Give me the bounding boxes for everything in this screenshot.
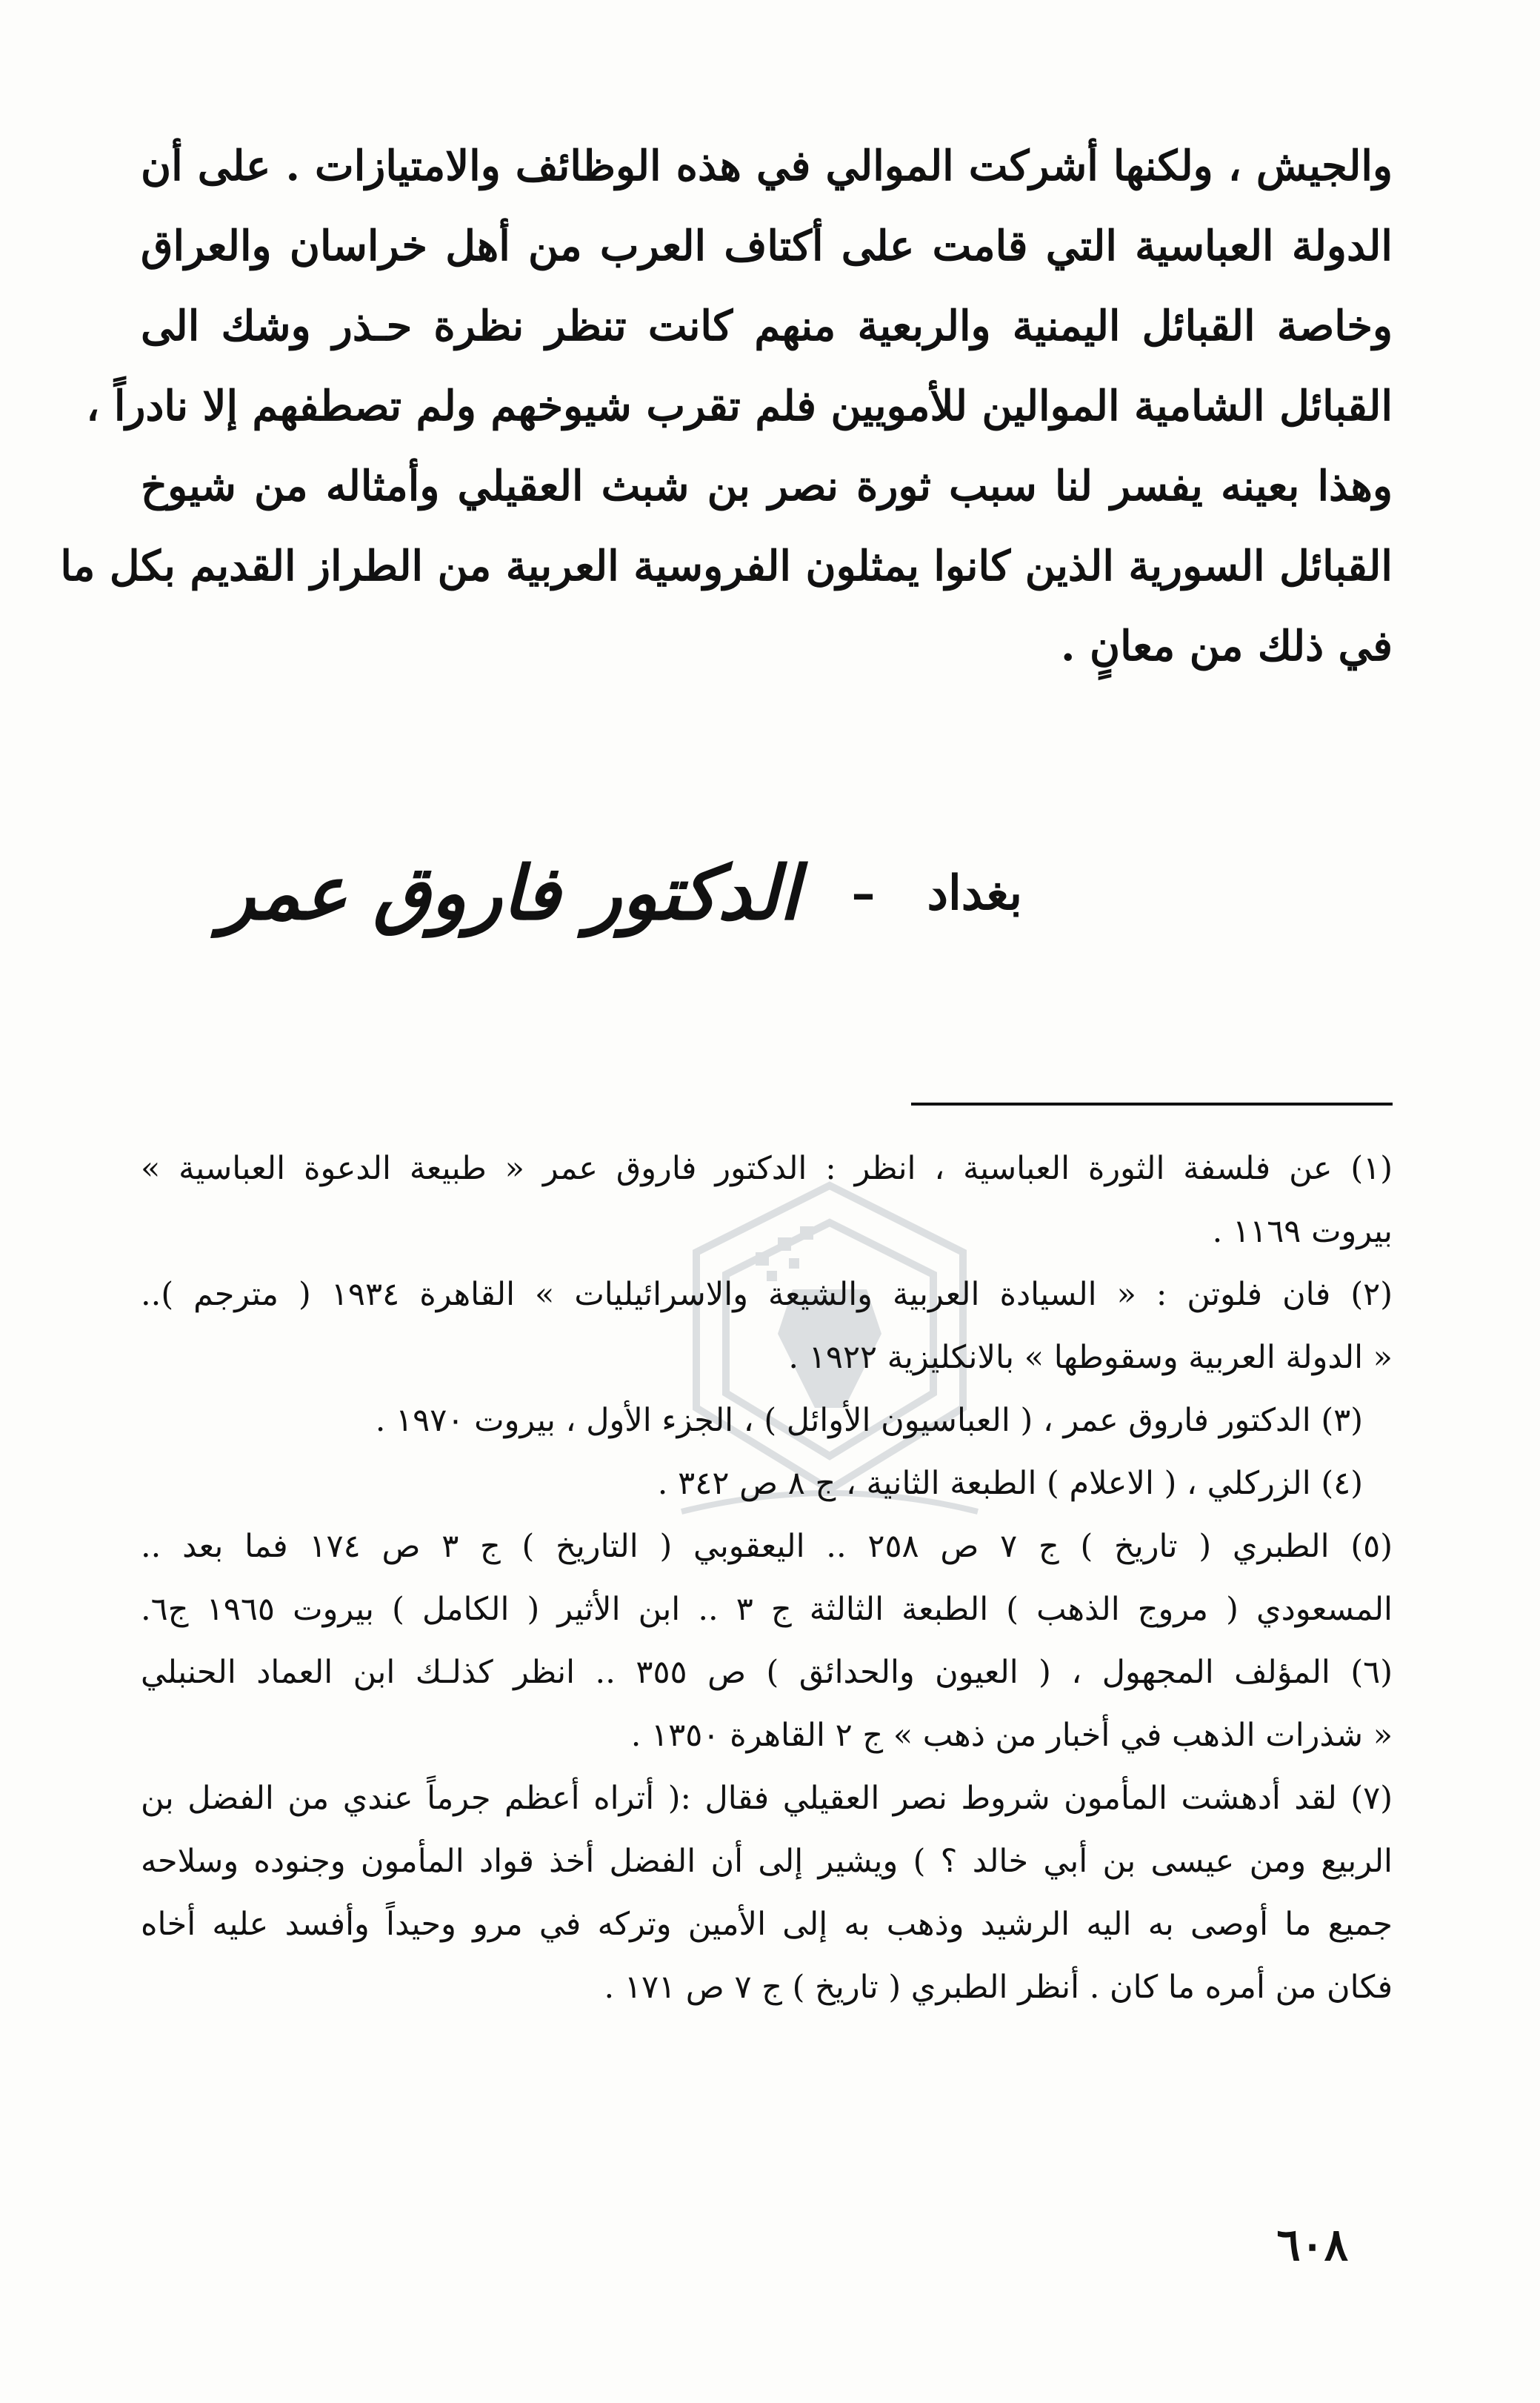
footnote-line: (٦) المؤلف المجهول ، ( العيون والحدائق ) ص ٣٥٥ .. انظر كذلـك ابن العماد الحنبلي <box>141 1654 1393 1691</box>
body-paragraph <box>60 126 1393 686</box>
signature-author: الدكتور فاروق عمر <box>219 849 800 937</box>
footnote-line: جميع ما أوصى به اليه الرشيد وذهب به إلى الأمين وتركه في مرو وحيداً وأفسد عليه أخاه <box>141 1906 1393 1943</box>
footnote-line: « شذرات الذهب في أخبار من ذهب » ج ٢ القاهرة ١٣٥٠ . <box>630 1717 1393 1754</box>
footnote-line: (٤) الزركلي ، ( الاعلام ) الطبعة الثانية ، ج ٨ ص ٣٤٢ . <box>657 1465 1363 1502</box>
footnote-line: (٣) الدكتور فاروق عمر ، ( العباسيون الأوائل ) ، الجزء الأول ، بيروت ١٩٧٠ . <box>375 1402 1363 1439</box>
signature-dash: – <box>851 865 876 921</box>
body-line: وهذا بعينه يفسر لنا سبب ثورة نصر بن شبث العقيلي وأمثاله من شيوخ <box>141 462 1393 511</box>
body-line: الدولة العباسية التي قامت على أكتاف العرب من أهل خراسان والعراق <box>141 222 1393 270</box>
body-line: في ذلك من معانٍ . <box>1061 622 1393 671</box>
signature <box>148 830 1022 956</box>
body-line: والجيش ، ولكنها أشركت الموالي في هذه الوظائف والامتيازات . على أن <box>141 142 1393 190</box>
footnote-line: الربيع ومن عيسى بن أبي خالد ؟ ) ويشير إلى أن الفضل أخذ قواد المأمون وجنوده وسلاحه <box>141 1843 1393 1880</box>
footnote-line: « الدولة العربية وسقوطها » بالانكليزية ١٩٢٢ . <box>788 1339 1393 1376</box>
footnote-divider <box>911 1103 1393 1106</box>
footnote-line: (١) عن فلسفة الثورة العباسية ، انظر : الدكتور فاروق عمر « طبيعة الدعوة العباسية » <box>141 1150 1393 1187</box>
footnote-line: (٧) لقد أدهشت المأمون شروط نصر العقيلي فقال :( أتراه أعظم جرماً عندي من الفضل بن <box>141 1780 1393 1817</box>
footnote-line: المسعودي ( مروج الذهب ) الطبعة الثالثة ج ٣ .. ابن الأثير ( الكامل ) بيروت ١٩٦٥ ج٦. <box>141 1591 1393 1628</box>
footnote-line: (٥) الطبري ( تاريخ ) ج ٧ ص ٢٥٨ .. اليعقوبي ( التاريخ ) ج ٣ ص ١٧٤ فما بعد .. <box>141 1528 1393 1565</box>
footnotes <box>141 1137 1393 2019</box>
signature-place: بغداد <box>927 865 1022 921</box>
body-line: القبائل الشامية الموالين للأمويين فلم تقرب شيوخهم ولم تصطفهم إلا نادراً ، <box>86 382 1393 431</box>
body-line: القبائل السورية الذين كانوا يمثلون الفروسية العربية من الطراز القديم بكل ما <box>60 542 1393 591</box>
footnote-line: فكان من أمره ما كان . أنظر الطبري ( تاريخ ) ج ٧ ص ١٧١ . <box>604 1969 1393 2006</box>
page-number: ٦٠٨ <box>1276 2219 1348 2271</box>
body-line: وخاصة القبائل اليمنية والربعية منهم كانت تنظر نظرة حـذر وشك الى <box>141 302 1393 350</box>
footnote-line: بيروت ١١٦٩ . <box>1212 1213 1393 1250</box>
footnote-line: (٢) فان فلوتن : « السيادة العربية والشيعة والاسرائيليات » القاهرة ١٩٣٤ ( مترجم ).. <box>141 1276 1393 1313</box>
